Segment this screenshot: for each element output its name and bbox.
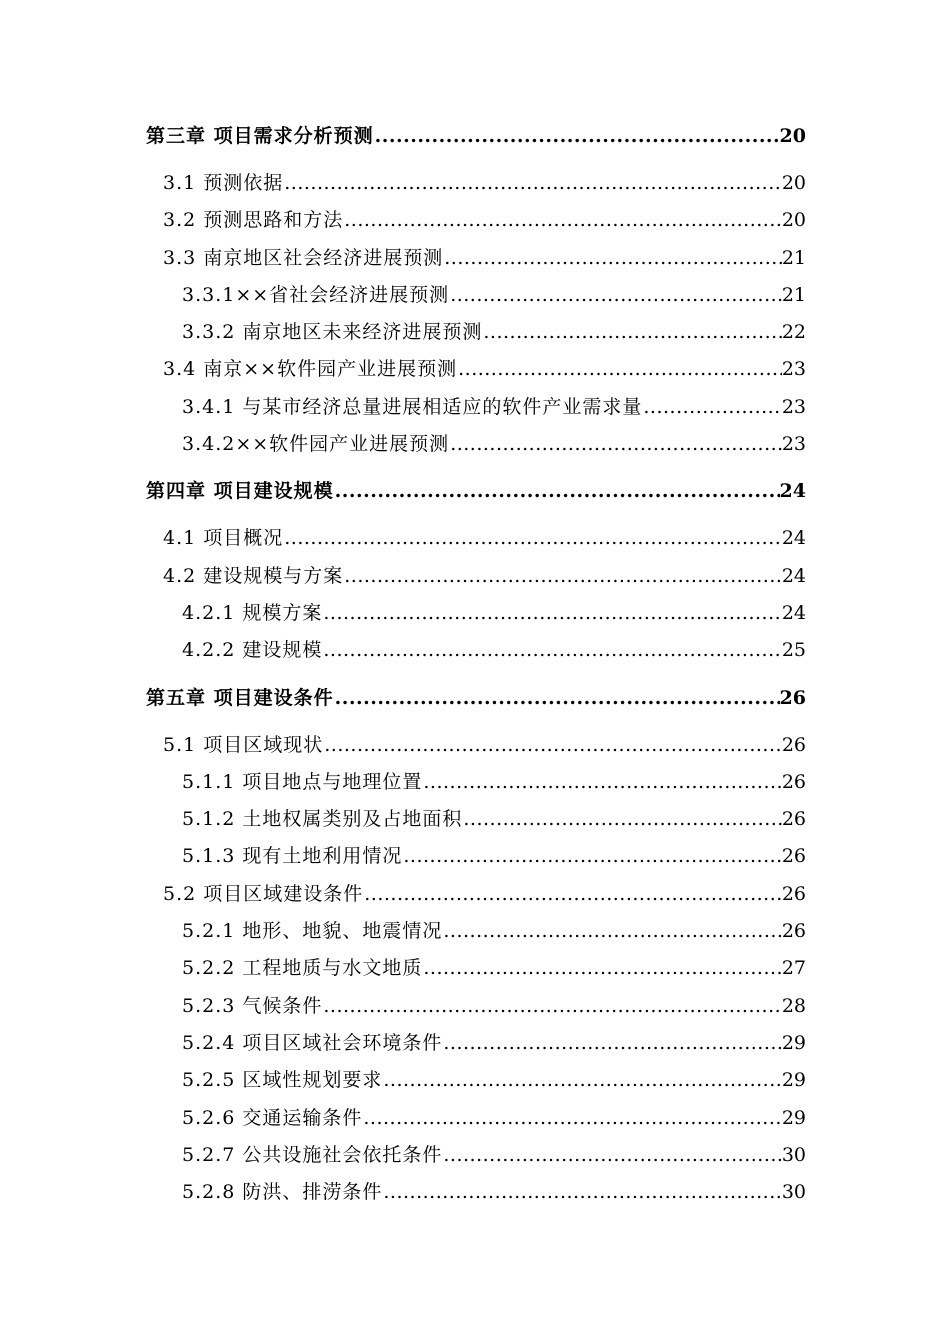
toc-entry[interactable]	[146, 520, 806, 557]
toc-entry-title: 3.4 南京××软件园产业进展预测	[163, 358, 458, 381]
toc-entry-title: 4.1 项目概况	[163, 527, 284, 550]
toc-entry-title: 第四章 项目建设规模	[146, 480, 334, 503]
toc-entry[interactable]	[146, 1174, 806, 1211]
dot-leader	[323, 632, 781, 669]
dot-leader	[383, 1062, 781, 1099]
toc-entry[interactable]	[146, 351, 806, 388]
toc-page-number: 25	[781, 639, 806, 662]
toc-entry-title: 第三章 项目需求分析预测	[146, 125, 374, 147]
dot-leader	[463, 801, 781, 838]
toc-entry[interactable]	[146, 1025, 806, 1062]
toc-page-number: 29	[781, 1106, 806, 1129]
toc-chapter-entry[interactable]	[146, 118, 806, 155]
toc-page-number: 26	[781, 770, 806, 793]
toc-entry-title: 5.2.3 气候条件	[182, 994, 323, 1017]
toc-entry-title: 3.4.2××软件园产业进展预测	[182, 433, 450, 456]
toc-page-number: 26	[781, 845, 806, 868]
toc-entry-title: 5.2.6 交通运输条件	[182, 1106, 363, 1129]
toc-page-number: 24	[779, 480, 806, 503]
dot-leader	[403, 838, 781, 875]
dot-leader	[450, 426, 782, 463]
dot-leader	[423, 764, 781, 801]
toc-page-number: 30	[781, 1181, 806, 1204]
toc-page-number: 24	[781, 527, 806, 550]
dot-leader	[344, 202, 782, 239]
toc-page-number: 20	[779, 125, 806, 147]
toc-entry[interactable]	[146, 1062, 806, 1099]
toc-entry[interactable]	[146, 876, 806, 913]
toc-entry[interactable]	[146, 838, 806, 875]
toc-entry-title: 第五章 项目建设条件	[146, 686, 334, 709]
dot-leader	[443, 1025, 781, 1062]
toc-entry-title: 4.2.1 规模方案	[182, 601, 323, 624]
toc-entry-title: 3.3 南京地区社会经济进展预测	[163, 246, 444, 269]
toc-entry-title: 3.1 预测依据	[163, 172, 284, 194]
toc-entry-title: 3.3.2 南京地区未来经济进展预测	[182, 321, 483, 344]
dot-leader	[363, 1100, 781, 1137]
toc-entry[interactable]	[146, 277, 806, 314]
dot-leader	[335, 473, 780, 510]
toc-page-number: 23	[781, 433, 806, 456]
toc-entry[interactable]	[146, 988, 806, 1025]
dot-leader	[383, 1174, 781, 1211]
toc-page-number: 23	[781, 358, 806, 381]
toc-entry[interactable]	[146, 801, 806, 838]
toc-entry-title: 3.2 预测思路和方法	[163, 209, 344, 232]
toc-entry[interactable]	[146, 764, 806, 801]
toc-page-number: 27	[781, 957, 806, 980]
toc-chapter-entry[interactable]	[146, 680, 806, 717]
toc-chapter-entry[interactable]	[146, 473, 806, 510]
toc-entry-title: 5.2.8 防洪、排涝条件	[182, 1181, 383, 1204]
toc-page-number: 20	[781, 172, 806, 194]
toc-entry[interactable]	[146, 558, 806, 595]
toc-page-number: 29	[781, 1069, 806, 1092]
dot-leader	[323, 595, 781, 632]
toc-page-number: 26	[781, 808, 806, 831]
toc-entry[interactable]	[146, 165, 806, 202]
dot-leader	[643, 389, 781, 426]
toc-entry-title: 5.1 项目区域现状	[163, 733, 324, 756]
toc-entry[interactable]	[146, 426, 806, 463]
toc-page-number: 30	[781, 1143, 806, 1166]
toc-page-number: 24	[781, 601, 806, 624]
toc-entry[interactable]	[146, 314, 806, 351]
toc-page-number: 21	[781, 283, 806, 306]
toc-entry-title: 4.2 建设规模与方案	[163, 564, 344, 587]
toc-entry[interactable]	[146, 1100, 806, 1137]
toc-page-number: 26	[781, 733, 806, 756]
dot-leader	[375, 118, 780, 155]
toc-entry[interactable]	[146, 913, 806, 950]
toc-page-number: 24	[781, 564, 806, 587]
dot-leader	[364, 876, 782, 913]
dot-leader	[483, 314, 781, 351]
toc-entry[interactable]	[146, 595, 806, 632]
toc-entry-title: 5.2.7 公共设施社会依托条件	[182, 1143, 443, 1166]
toc-entry[interactable]	[146, 727, 806, 764]
dot-leader	[450, 277, 782, 314]
toc-entry-title: 5.1.3 现有土地利用情况	[182, 845, 403, 868]
dot-leader	[443, 913, 781, 950]
table-of-contents	[146, 118, 806, 1211]
toc-page-number: 23	[781, 395, 806, 418]
toc-entry[interactable]	[146, 1137, 806, 1174]
toc-entry[interactable]	[146, 240, 806, 277]
dot-leader	[284, 165, 782, 202]
toc-entry[interactable]	[146, 950, 806, 987]
toc-entry-title: 5.2.4 项目区域社会环境条件	[182, 1031, 443, 1054]
toc-entry-title: 5.2.2 工程地质与水文地质	[182, 957, 423, 980]
toc-entry-title: 4.2.2 建设规模	[182, 639, 323, 662]
dot-leader	[443, 1137, 781, 1174]
dot-leader	[323, 988, 781, 1025]
toc-entry-title: 5.1.2 土地权属类别及占地面积	[182, 808, 463, 831]
dot-leader	[458, 351, 782, 388]
toc-entry-title: 5.2.5 区域性规划要求	[182, 1069, 383, 1092]
toc-page-number: 21	[781, 246, 806, 269]
toc-page-number: 28	[781, 994, 806, 1017]
toc-entry[interactable]	[146, 632, 806, 669]
dot-leader	[444, 240, 782, 277]
toc-entry-title: 5.2.1 地形、地貌、地震情况	[182, 920, 443, 943]
toc-page-number: 26	[779, 686, 806, 709]
dot-leader	[344, 558, 782, 595]
toc-entry-title: 3.3.1××省社会经济进展预测	[182, 283, 450, 306]
toc-page-number: 26	[781, 920, 806, 943]
dot-leader	[324, 727, 782, 764]
toc-page-number: 26	[781, 882, 806, 905]
toc-entry-title: 5.2 项目区域建设条件	[163, 882, 364, 905]
toc-entry-title: 3.4.1 与某市经济总量进展相适应的软件产业需求量	[182, 395, 643, 418]
dot-leader	[335, 680, 780, 717]
toc-entry-title: 5.1.1 项目地点与地理位置	[182, 770, 423, 793]
toc-entry[interactable]	[146, 202, 806, 239]
dot-leader	[284, 520, 782, 557]
dot-leader	[423, 950, 781, 987]
toc-page-number: 22	[781, 321, 806, 344]
toc-page-number: 20	[781, 209, 806, 232]
toc-entry[interactable]	[146, 389, 806, 426]
toc-page-number: 29	[781, 1031, 806, 1054]
